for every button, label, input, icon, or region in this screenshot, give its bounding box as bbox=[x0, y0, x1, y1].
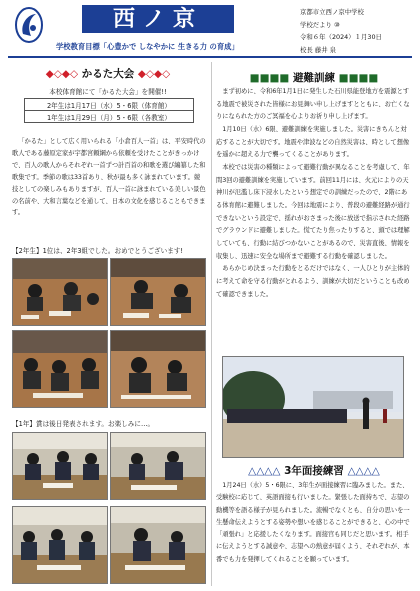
issue-date: 令和６年（2024）１月30日 bbox=[300, 33, 382, 41]
photo-karuta-gym bbox=[12, 330, 108, 408]
heading-marks-left: ◆◇◆◇ bbox=[45, 68, 79, 80]
column-divider bbox=[211, 62, 212, 586]
newsletter-number: 学校だより ⑩ bbox=[300, 20, 340, 29]
karuta-heading bbox=[12, 66, 204, 81]
school-motto: 学校教育目標「心豊かで しなやかに 生きる力 の育成」 bbox=[56, 42, 239, 51]
heading-marks-right: △△△△ bbox=[347, 465, 380, 477]
photo-karuta-gym bbox=[110, 258, 206, 326]
hinan-body bbox=[216, 86, 412, 301]
hinan-paragraph: まず初めに、令和6年1月1日に発生した石川県能登地方を震源とする地震で被災された皆様にお見舞い申し上げますとともに、お亡くなりになられた方のご冥福を心よりお祈り申し上げます。 bbox=[216, 88, 410, 121]
photo-karuta-gym bbox=[12, 258, 108, 326]
mensetsu-heading-text: 3年面接練習 bbox=[284, 465, 344, 477]
caption-1st-grade: 【1年】賞は後日発表されます。お楽しみに…。 bbox=[12, 420, 155, 428]
mensetsu-heading bbox=[216, 463, 412, 478]
school-name: 京都市立西ノ京中学校 bbox=[300, 8, 364, 16]
header-divider bbox=[8, 56, 412, 58]
photo-karuta-gym bbox=[110, 330, 206, 408]
heading-marks-left: △△△△ bbox=[248, 465, 281, 477]
schedule-row: 1年生は1月29日（月）5・6限（各教室） bbox=[25, 111, 194, 123]
caption-2nd-grade: 【2年生】1位は、2年3組でした。おめでとうございます! bbox=[12, 247, 184, 255]
mensetsu-paragraph: 1月24日（水）5・6限に、3年生が面接練習に臨みました。また、受験校に応じて、英語面接も行いました。緊張した面持ちで、志望の動機等を語る様子が見られました。流暢でなくとも、自分の思いを一生懸命伝えようとする姿勢や想いを感じることができると、心の中で「頑張れ」と応援したくなります。面接官も同じだと思います。相手に伝えようとする誠意や、志望への熱意が届くよう、それぞれが、本番でも力を発揮してくれることを願っています。 bbox=[216, 482, 410, 563]
heading-marks-left: ■■■■ bbox=[249, 72, 290, 84]
hinan-paragraph: 本校では災害の種類によって避難行動が異なることを考慮して、年間3回の避難訓練を実施しています。前回11月には、火元によりの天神川が氾濫し床下浸水したという想定での訓練だったので、2階にある体育館に避難しました。今回は地震により、普段の避難経路が通行できないという設定で、揺れがおさまった後に放送で指示された経路でグラウンドに避難しました。慌てたり焦ったりすると、頭では理解していても、行動に結びつかないことがあるので、災害直後、情報を収集し、迅速に安全な場所まで避難する行動を確認しました。 bbox=[216, 163, 410, 260]
hinan-heading-text: 避難訓練 bbox=[293, 72, 335, 84]
photo-karuta-classroom bbox=[12, 432, 108, 500]
hinan-paragraph: あらかじめ決まった行動をとるだけではなく、一人ひとりが主体的に考えて命を守る行動がとれるよう、訓練が大切だということも改めて確認できました。 bbox=[216, 265, 410, 298]
issue-meta bbox=[300, 6, 412, 56]
principal-name: 校長 藤井 泉 bbox=[300, 45, 337, 54]
schedule-row: 2年生は1月17日（水）5・6限（体育館） bbox=[25, 99, 194, 111]
hinan-paragraph: 1月10日（水）6限、避難訓練を実施しました。災害にきちんと対応することが大切です。地震や津波などの自然災害は、時として想像を遥かに超える力で襲ってくることがあります。 bbox=[216, 125, 410, 159]
karuta-heading-text: かるた大会 bbox=[81, 68, 135, 80]
karuta-intro: 本校体育館にて「かるた大会」を開催!! bbox=[49, 88, 167, 96]
mensetsu-body bbox=[216, 480, 412, 566]
photo-evacuation-drill bbox=[222, 356, 404, 458]
heading-marks-right: ■■■■ bbox=[338, 72, 379, 84]
photo-karuta-classroom bbox=[12, 506, 108, 584]
karuta-body bbox=[12, 136, 206, 219]
photo-karuta-classroom bbox=[110, 506, 206, 584]
school-logo-icon bbox=[14, 6, 44, 44]
photo-karuta-classroom bbox=[110, 432, 206, 500]
newsletter-title: 西ノ京 bbox=[82, 5, 234, 33]
heading-marks-right: ◆◇◆◇ bbox=[137, 68, 171, 80]
karuta-schedule-table bbox=[24, 98, 194, 123]
hinan-heading bbox=[216, 70, 412, 85]
karuta-paragraph: 「かるた」として広く用いられる「小倉百人一首」は、平安時代の歌人である藤原定家が宇都宮頼綱から依頼を受けたことがきっかけで、百人の歌人からそれぞれ一首ずつ計百首の和歌を選び編纂した和歌集です。季節の歌は33首あり、秋が最も多く詠まれています。競技としての楽しみもありますが、百人一首に詠まれている美しい景色の名前や、大和言葉などを通して、日本の文化を感じることもできます。 bbox=[12, 138, 206, 217]
